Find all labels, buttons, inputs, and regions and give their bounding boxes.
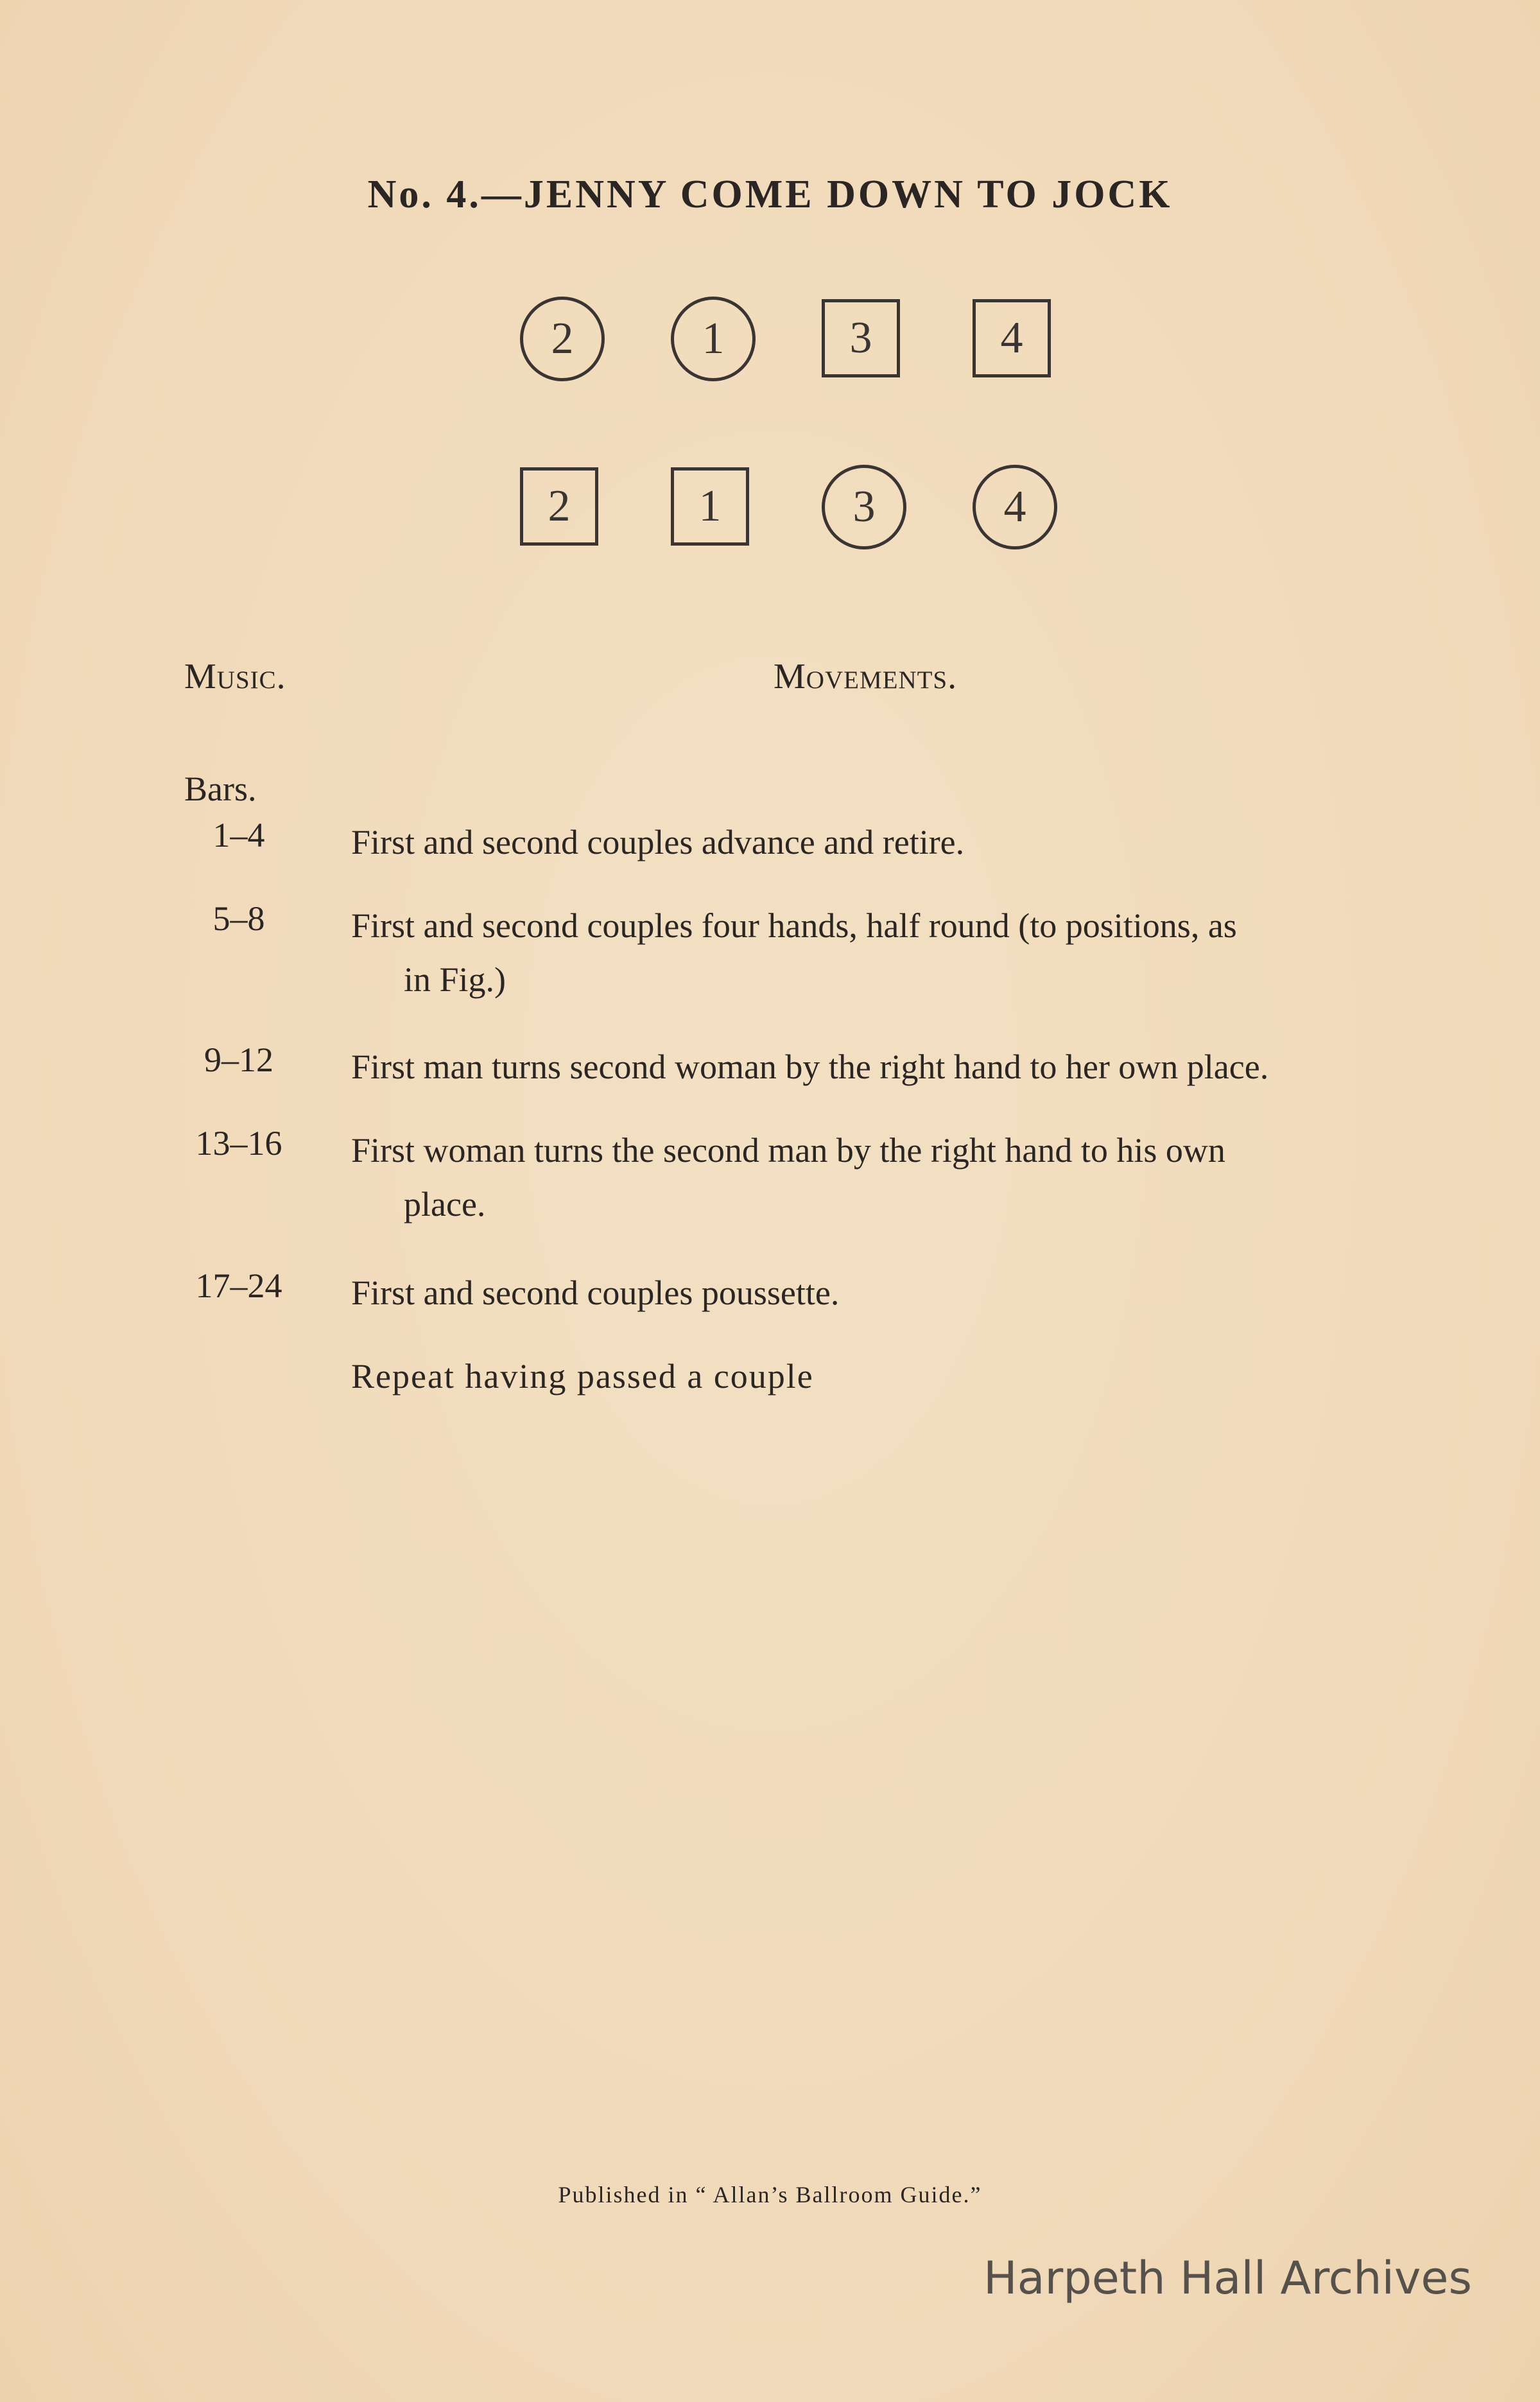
bar-range: 1–4 bbox=[212, 816, 265, 854]
diagram-top-row bbox=[520, 297, 1059, 381]
movement-line: First and second couples poussette. bbox=[351, 1274, 840, 1312]
publication-footer: Published in “ Allan’s Ballroom Guide.” bbox=[558, 2182, 982, 2208]
movement-line-continued: place. bbox=[404, 1185, 486, 1223]
dancer-circle: 4 bbox=[973, 465, 1057, 549]
bars-label: Bars. bbox=[184, 770, 257, 808]
dancer-circle: 1 bbox=[671, 297, 756, 381]
movement-line: First woman turns the second man by the right hand to his own bbox=[351, 1131, 1225, 1170]
movement-line: First and second couples four hands, half round (to positions, as bbox=[351, 906, 1237, 945]
bar-range: 13–16 bbox=[195, 1124, 282, 1162]
movement-text bbox=[351, 1123, 1410, 1231]
dance-title: No. 4.—JENNY COME DOWN TO JOCK bbox=[367, 173, 1173, 216]
dancer-circle: 3 bbox=[822, 465, 906, 549]
music-column-header: Music. bbox=[184, 657, 286, 696]
movement-line-continued: in Fig.) bbox=[404, 960, 506, 999]
dancer-circle: 2 bbox=[520, 297, 605, 381]
dancer-square: 1 bbox=[671, 467, 749, 546]
movement-line: First man turns second woman by the right hand to her own place. bbox=[351, 1048, 1269, 1086]
movement-text bbox=[351, 815, 1410, 869]
movement-text bbox=[351, 1040, 1410, 1094]
bar-range: 9–12 bbox=[204, 1041, 273, 1079]
repeat-instruction: Repeat having passed a couple bbox=[351, 1357, 814, 1395]
movements-column-header: Movements. bbox=[774, 657, 958, 696]
movement-line: First and second couples advance and retire. bbox=[351, 823, 965, 861]
dancer-square: 3 bbox=[822, 299, 900, 377]
bar-range: 17–24 bbox=[195, 1266, 282, 1305]
bar-range: 5–8 bbox=[212, 899, 265, 938]
archive-watermark: Harpeth Hall Archives bbox=[983, 2252, 1472, 2304]
dancer-square: 4 bbox=[973, 299, 1051, 377]
movement-text bbox=[351, 899, 1410, 1007]
dancer-square: 2 bbox=[520, 467, 598, 546]
diagram-bottom-row bbox=[520, 465, 1059, 549]
movement-text bbox=[351, 1266, 1410, 1320]
